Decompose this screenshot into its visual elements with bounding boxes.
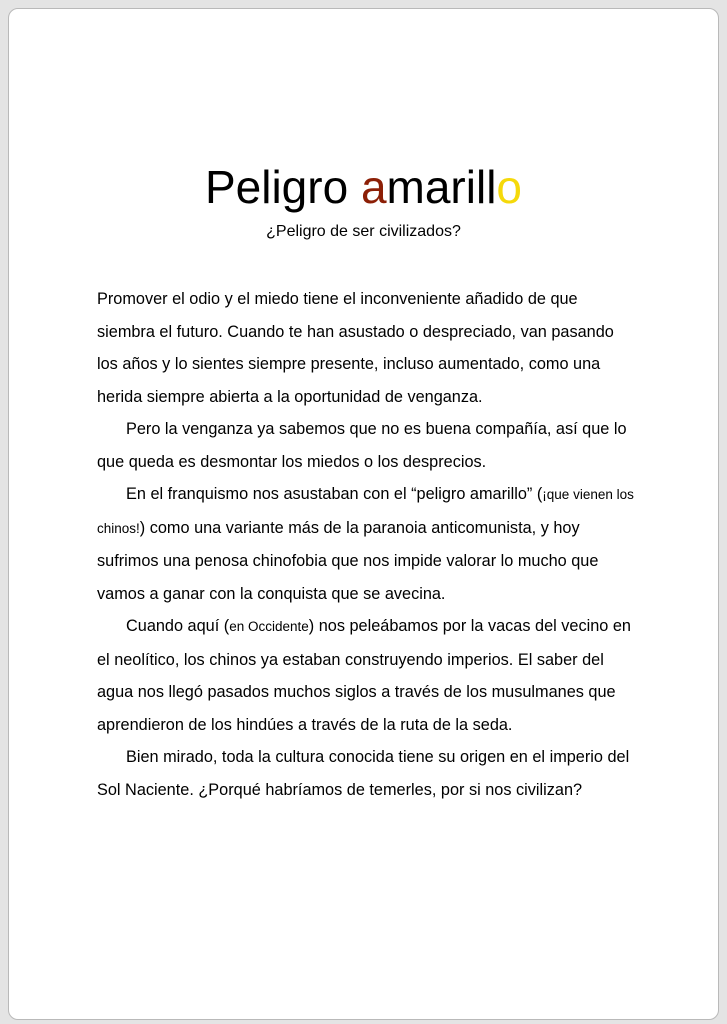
paragraph-2: Pero la venganza ya sabemos que no es buena compañía, así que lo que queda es desmontar los miedos o los desprecios. <box>97 420 627 471</box>
paragraph-3 <box>97 478 637 610</box>
document-title <box>9 159 718 215</box>
paragraph-3-aside: ¡que vienen los chinos! <box>97 487 634 536</box>
paragraph-1: Promover el odio y el miedo tiene el inconveniente añadido de que siembra el futuro. Cuando te han asustado o despreciado, van pasando los años y lo sientes siempre presente, incluso aumentado, como una herida siempre abierta a la oportunidad de venganza. <box>97 290 614 406</box>
title-text-part: marill <box>386 161 497 213</box>
document-body <box>97 283 637 806</box>
title-yellow-letter: o <box>496 161 523 213</box>
document-page <box>8 8 719 1020</box>
paragraph-4-text: ) nos peleábamos por la vacas del vecino en el neolítico, los chinos ya estaban construyendo imperios. El saber del agua nos llegó pasados muchos siglos a través de los musulmanes que aprendieron de los hindúes a través de la ruta de la seda. <box>97 617 631 734</box>
title-red-letter: a <box>360 161 387 213</box>
document-subtitle: ¿Peligro de ser civilizados? <box>266 223 461 240</box>
paragraph-3-text: En el franquismo nos asustaban con el “peligro amarillo” ( <box>126 485 543 503</box>
paragraph-3-text: ) como una variante más de la paranoia anticomunista, y hoy sufrimos una penosa chinofobia que nos impide valorar lo mucho que vamos a ganar con la conquista que se avecina. <box>97 518 599 603</box>
paragraph-4-aside: en Occidente <box>229 619 309 634</box>
paragraph-5: Bien mirado, toda la cultura conocida tiene su origen en el imperio del Sol Naciente. ¿Porqué habríamos de temerles, por si nos civilizan? <box>97 748 630 799</box>
paragraph-4 <box>97 610 637 741</box>
title-text-part: Peligro <box>204 161 361 213</box>
paragraph-4-text: Cuando aquí ( <box>126 617 230 635</box>
